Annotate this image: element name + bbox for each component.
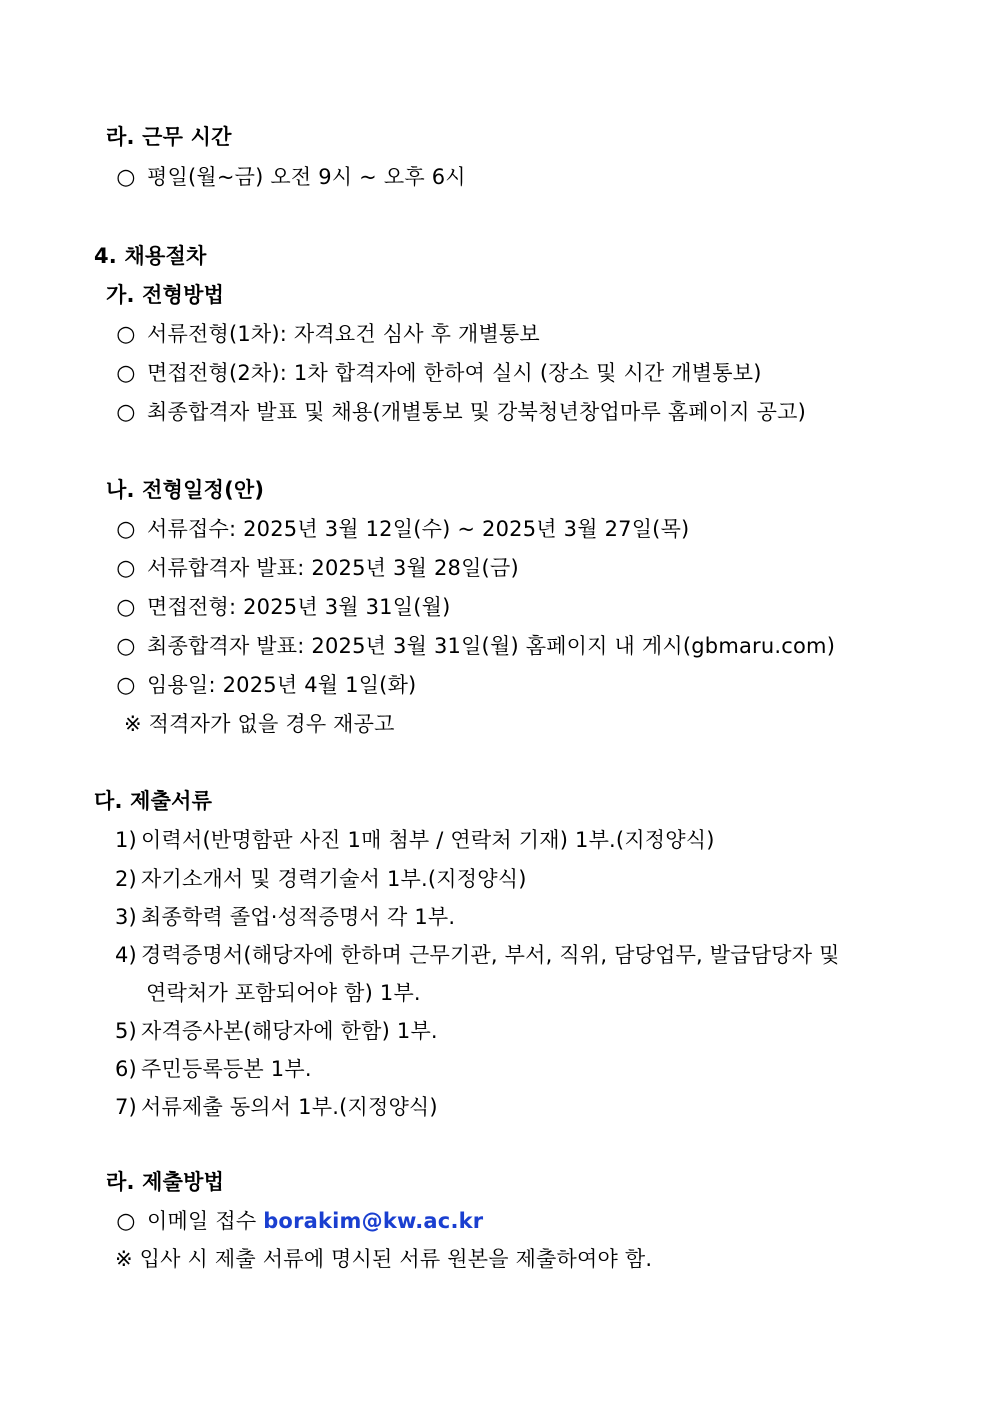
circle-bullet-icon: ○	[116, 1209, 136, 1234]
submit-note: ※ 입사 시 제출 서류에 명시된 서류 원본을 제출하여야 함.	[115, 1247, 653, 1271]
method-item: ○ 최종합격자 발표 및 채용(개별통보 및 강북청년창업마루 홈페이지 공고)	[116, 400, 807, 425]
schedule-item: ○ 면접전형: 2025년 3월 31일(월)	[116, 595, 451, 620]
document-item: 5) 자격증사본(해당자에 한함) 1부.	[115, 1019, 438, 1043]
circle-bullet-icon: ○	[116, 361, 136, 386]
email-label: 이메일 접수	[147, 1209, 257, 1233]
section4-heading: 4. 채용절차	[94, 244, 207, 268]
circle-bullet-icon: ○	[116, 634, 136, 659]
document-item-continuation: 연락처가 포함되어야 함) 1부.	[146, 981, 421, 1005]
document-item: 3) 최종학력 졸업·성적증명서 각 1부.	[115, 905, 456, 929]
schedule-item: ○ 서류합격자 발표: 2025년 3월 28일(금)	[116, 556, 519, 581]
circle-bullet-icon: ○	[116, 322, 136, 347]
document-item: 2) 자기소개서 및 경력기술서 1부.(지정양식)	[115, 867, 527, 891]
circle-bullet-icon: ○	[116, 517, 136, 542]
document-item: 7) 서류제출 동의서 1부.(지정양식)	[115, 1095, 438, 1119]
email-link[interactable]: borakim@kw.ac.kr	[263, 1209, 484, 1233]
document-item: 6) 주민등록등본 1부.	[115, 1057, 312, 1081]
circle-bullet-icon: ○	[116, 165, 136, 190]
work-hours-item	[115, 163, 466, 192]
schedule-item: ○ 임용일: 2025년 4월 1일(화)	[116, 673, 417, 698]
method-heading: 가. 전형방법	[106, 283, 225, 307]
schedule-heading: 나. 전형일정(안)	[106, 478, 265, 502]
method-item: ○ 서류전형(1차): 자격요건 심사 후 개별통보	[116, 322, 540, 347]
document-item: 1) 이력서(반명함판 사진 1매 첨부 / 연락처 기재) 1부.(지정양식)	[115, 828, 715, 852]
method-item: ○ 면접전형(2차): 1차 합격자에 한하여 실시 (장소 및 시간 개별통보)	[116, 361, 762, 386]
circle-bullet-icon: ○	[116, 673, 136, 698]
schedule-note: ※ 적격자가 없을 경우 재공고	[124, 712, 395, 736]
submit-heading: 라. 제출방법	[106, 1170, 225, 1194]
documents-heading: 다. 제출서류	[94, 789, 213, 813]
work-hours-text: 평일(월~금) 오전 9시 ~ 오후 6시	[147, 165, 466, 189]
submit-email-line	[115, 1207, 483, 1236]
circle-bullet-icon: ○	[116, 556, 136, 581]
schedule-item: ○ 서류접수: 2025년 3월 12일(수) ~ 2025년 3월 27일(목)	[116, 517, 690, 542]
schedule-item: ○ 최종합격자 발표: 2025년 3월 31일(월) 홈페이지 내 게시(gbmaru.com)	[116, 634, 836, 659]
work-hours-heading: 라. 근무 시간	[106, 125, 232, 149]
document-item: 4) 경력증명서(해당자에 한하며 근무기관, 부서, 직위, 담당업무, 발급담당자 및	[115, 943, 840, 967]
circle-bullet-icon: ○	[116, 595, 136, 620]
circle-bullet-icon: ○	[116, 400, 136, 425]
